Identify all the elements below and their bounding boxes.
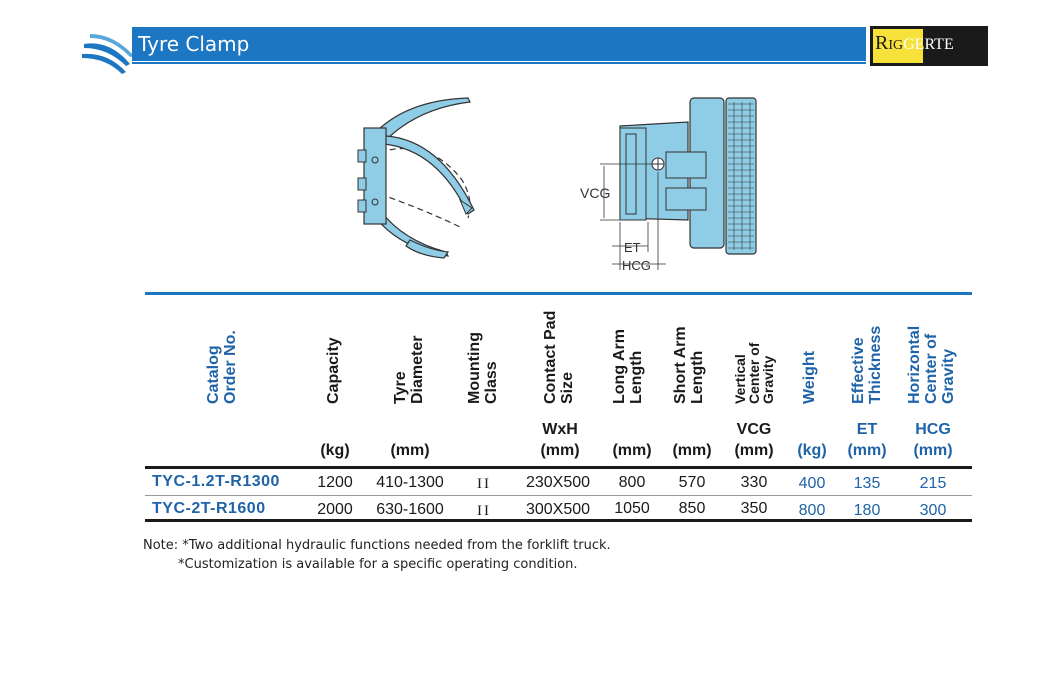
vcg-dimension-label: VCG [580, 185, 611, 201]
row2-long-arm: 1050 [614, 500, 650, 517]
unit-short-arm: (mm) [672, 442, 712, 459]
table-top-rule [145, 292, 972, 295]
header-et: Effective Thickness [850, 325, 884, 404]
swoosh-logo-icon [80, 24, 140, 76]
unit-capacity: (kg) [320, 442, 350, 459]
row1-contact-pad: 230X500 [525, 474, 591, 491]
note-line-1: Note: *Two additional hydraulic functions needed from the forklift truck. [143, 538, 611, 553]
logo-initial: R [875, 32, 889, 54]
et-dimension-label: ET [624, 240, 641, 255]
unit-vcg: (mm) [734, 442, 774, 459]
unit-contact-pad-top: WxH [542, 421, 578, 438]
row1-short-arm: 570 [678, 474, 706, 491]
note-line-2: *Customization is available for a specific operating condition. [178, 557, 578, 572]
unit-et-top: ET [856, 421, 878, 438]
hcg-dimension-label: HCG [622, 258, 651, 272]
page-title: Tyre Clamp [138, 32, 250, 56]
row1-weight: 400 [798, 475, 826, 492]
unit-et: (mm) [847, 442, 887, 459]
tyre-clamp-front-diagram [350, 90, 490, 265]
row1-et: 135 [853, 475, 881, 492]
row1-tyre-diameter: 410-1300 [376, 474, 444, 491]
row1-capacity: 1200 [317, 474, 353, 491]
tyre-clamp-side-diagram [570, 92, 770, 272]
row2-et: 180 [853, 502, 881, 519]
row2-tyre-diameter: 630-1600 [376, 501, 444, 518]
unit-hcg-top: HCG [915, 421, 951, 438]
logo-mid: IG [888, 38, 904, 53]
row2-contact-pad: 300X500 [525, 501, 591, 518]
row2-vcg: 350 [740, 500, 768, 517]
unit-tyre-diameter: (mm) [390, 442, 430, 459]
logo-rest: GERTE [903, 36, 954, 53]
unit-long-arm: (mm) [612, 442, 652, 459]
row1-model: TYC-1.2T-R1300 [152, 473, 280, 490]
header-contact-pad: Contact Pad Size [542, 310, 576, 404]
row2-model: TYC-2T-R1600 [152, 500, 266, 517]
header-capacity: Capacity [325, 337, 342, 404]
row2-weight: 800 [798, 502, 826, 519]
table-row-divider [145, 495, 972, 496]
header-long-arm: Long Arm Length [611, 329, 645, 404]
row1-hcg: 215 [919, 475, 947, 492]
header-hcg: Horizontal Center of Gravity [906, 325, 957, 404]
row1-long-arm: 800 [618, 474, 646, 491]
unit-vcg-top: VCG [736, 421, 772, 438]
row2-mounting-class: II [477, 503, 491, 519]
unit-hcg: (mm) [913, 442, 953, 459]
table-header-rule [145, 466, 972, 469]
header-short-arm: Short Arm Length [672, 326, 706, 404]
unit-contact-pad: (mm) [540, 442, 580, 459]
table-bottom-rule [145, 519, 972, 522]
header-underline [132, 62, 866, 64]
header-mounting-class: Mounting Class [466, 332, 500, 404]
header-weight: Weight [801, 350, 818, 404]
header-vcg: Vertical Center of Gravity [732, 342, 776, 404]
row2-capacity: 2000 [317, 501, 353, 518]
unit-weight: (kg) [797, 442, 827, 459]
row2-hcg: 300 [919, 502, 947, 519]
header-catalog: Catalog Order No. [205, 330, 239, 404]
logo-text [875, 32, 954, 55]
row1-mounting-class: II [477, 476, 491, 492]
row1-vcg: 330 [740, 474, 768, 491]
header-tyre-diameter: Tyre Diameter [392, 335, 426, 404]
brand-logo [870, 26, 988, 66]
row2-short-arm: 850 [678, 500, 706, 517]
